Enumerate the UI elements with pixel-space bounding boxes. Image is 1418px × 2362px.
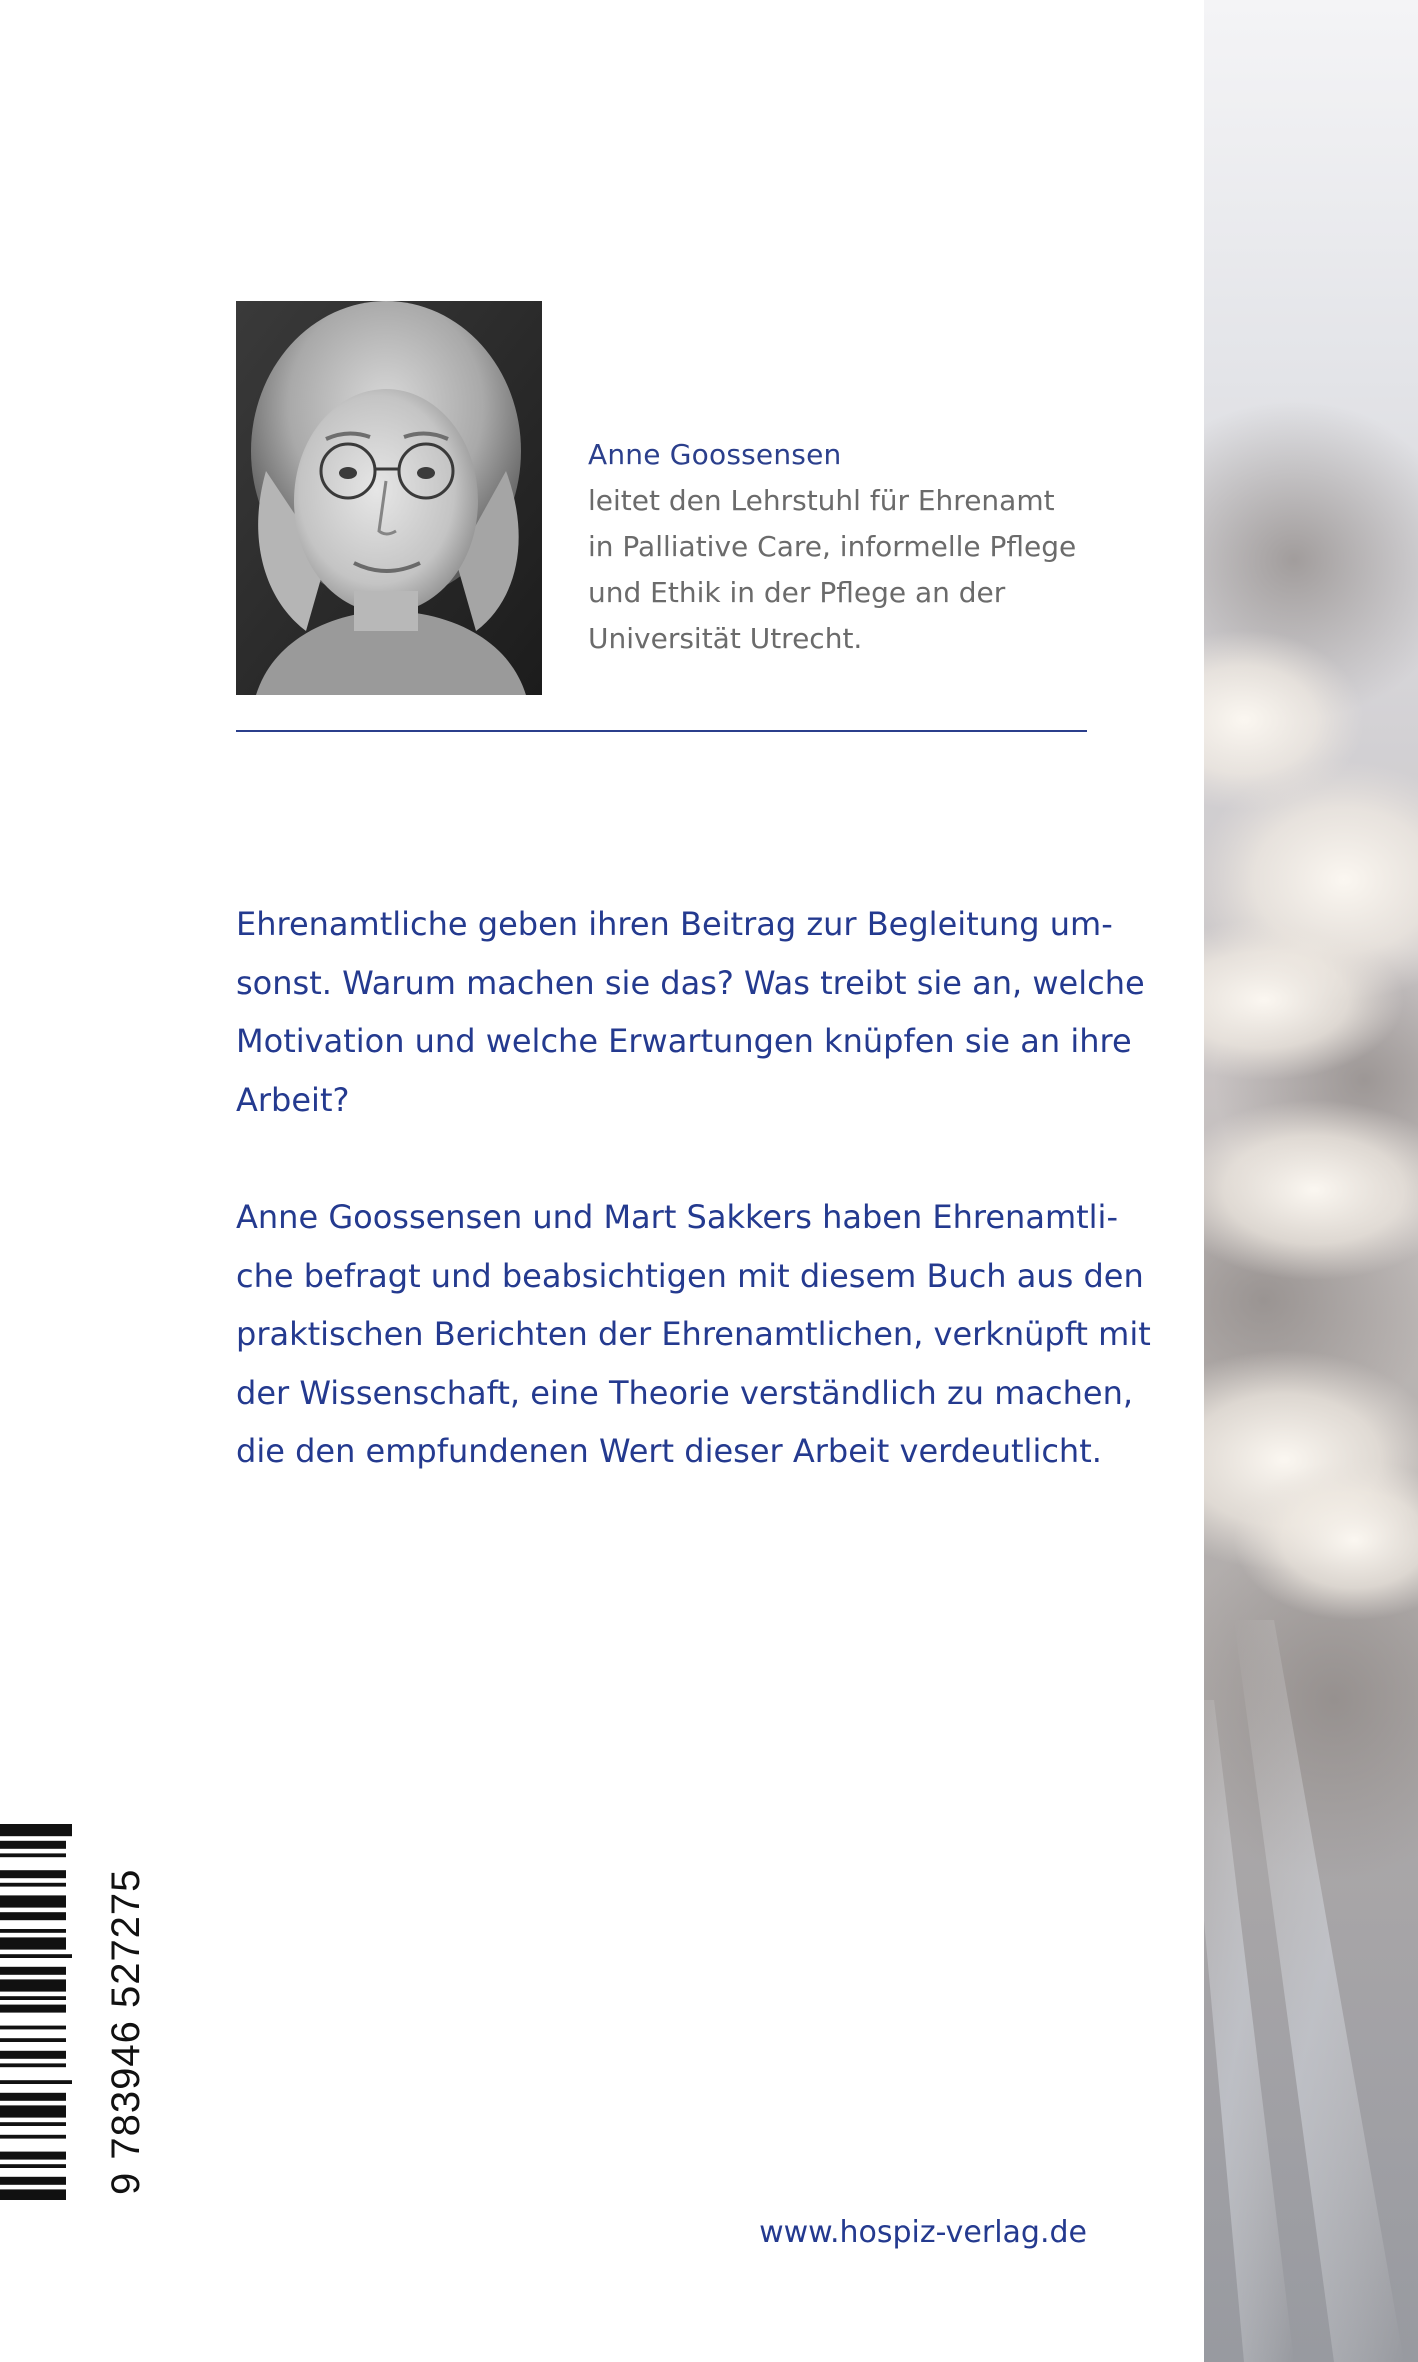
barcode-bar: [0, 2005, 66, 2013]
barcode-bar: [0, 1996, 66, 2000]
isbn-barcode-number: 9 783946 527275: [104, 1868, 148, 2195]
separator-rule: [236, 730, 1087, 732]
blurb-paragraph-2: [236, 1188, 1151, 1481]
blurb-line: der Wissenschaft, eine Theorie verständlich zu machen,: [236, 1373, 1134, 1412]
author-portrait: [236, 301, 542, 695]
barcode-bar: [0, 2080, 72, 2084]
barcode-bar: [0, 1824, 72, 1836]
author-bio: [588, 432, 1108, 662]
barcode-bar: [0, 1929, 66, 1933]
barcode-bar: [0, 2026, 66, 2030]
isbn-barcode: [0, 1820, 110, 2200]
barcode-bar: [0, 1967, 66, 1975]
barcode-bar: [0, 2152, 66, 2160]
author-bio-line: Universität Utrecht.: [588, 622, 863, 655]
barcode-bar: [0, 1912, 66, 1920]
author-bio-line: in Palliative Care, informelle Pflege: [588, 530, 1077, 563]
barcode-bar: [0, 1853, 66, 1857]
barcode-bar: [0, 1895, 66, 1907]
barcode-bar: [0, 1954, 72, 1958]
barcode-bar: [0, 2093, 66, 2101]
sky-strip-image: [1204, 0, 1418, 2362]
blurb-line: sonst. Warum machen sie das? Was treibt sie an, welche: [236, 963, 1145, 1002]
author-bio-line: und Ethik in der Pflege an der: [588, 576, 1006, 609]
barcode-bar: [0, 2135, 66, 2139]
author-name: Anne Goossensen: [588, 438, 842, 471]
barcode-bar: [0, 2105, 66, 2117]
blurb-paragraph-1: [236, 895, 1145, 1129]
blurb-line: Motivation und welche Erwartungen knüpfen sie an ihre: [236, 1022, 1132, 1060]
publisher-website: www.hospiz-verlag.de: [759, 2215, 1087, 2250]
author-bio-line: leitet den Lehrstuhl für Ehrenamt: [588, 484, 1055, 517]
blurb-line: che befragt und beabsichtigen mit diesem Buch aus den: [236, 1256, 1144, 1295]
barcode-bar: [0, 2189, 66, 2200]
barcode-bar: [0, 2122, 66, 2126]
blurb-line: praktischen Berichten der Ehrenamtlichen, verknüpft mit: [236, 1315, 1151, 1353]
blurb-line: Ehrenamtliche geben ihren Beitrag zur Begleitung um-: [236, 905, 1113, 943]
blurb-line: die den empfundenen Wert dieser Arbeit verdeutlicht.: [236, 1432, 1102, 1470]
barcode-bar: [0, 1870, 66, 1878]
barcode-bar: [0, 2063, 66, 2067]
barcode-bar: [0, 2164, 66, 2168]
barcode-bar: [0, 1979, 66, 1991]
barcode-bar: [0, 1841, 66, 1849]
barcode-bar: [0, 2038, 66, 2042]
blurb-line: Anne Goossensen und Mart Sakkers haben Ehrenamtli-: [236, 1198, 1118, 1236]
barcode-bar: [0, 1883, 66, 1887]
barcode-bar: [0, 1937, 66, 1949]
barcode-bar: [0, 2177, 66, 2185]
barcode-bar: [0, 2051, 66, 2059]
blurb-line: Arbeit?: [236, 1080, 350, 1119]
